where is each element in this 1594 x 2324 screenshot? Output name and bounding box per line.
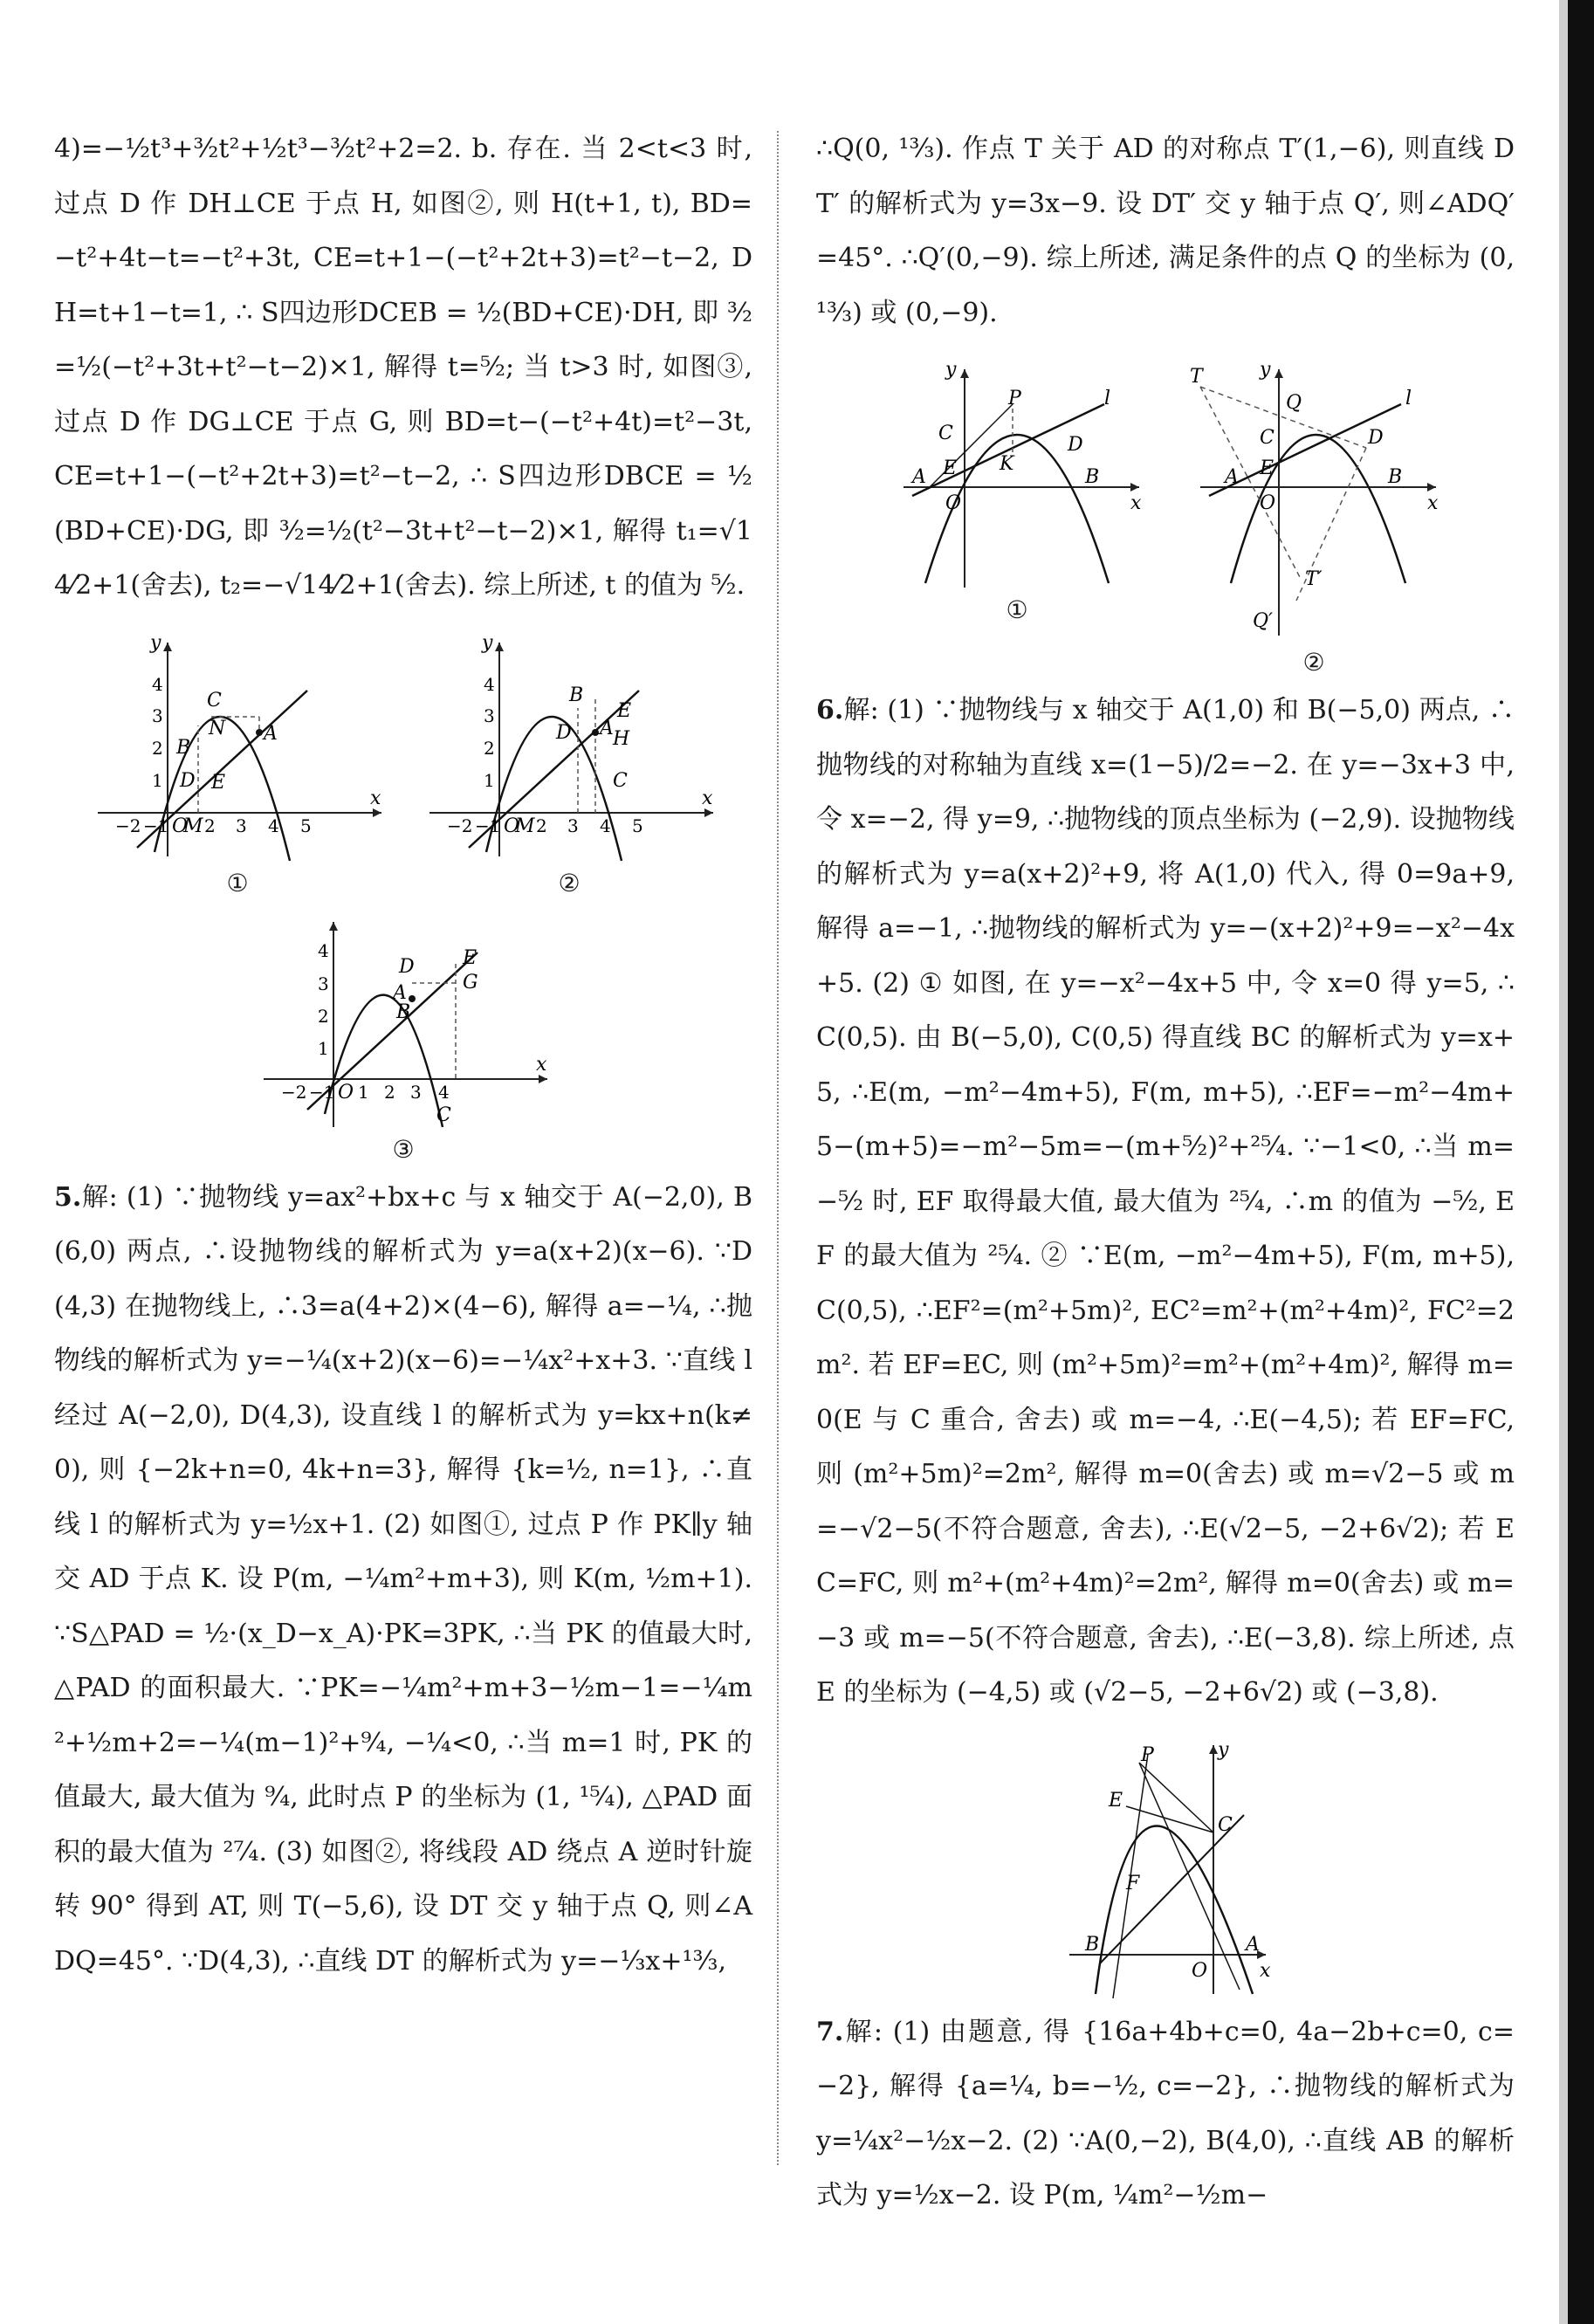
svg-text:A: A [912, 466, 926, 488]
q6-figure-row [816, 1736, 1515, 1998]
svg-text:x: x [536, 1053, 547, 1076]
question-5-number: 5. [54, 1181, 82, 1213]
svg-text:−2: −2 [281, 1081, 307, 1103]
svg-text:B: B [1085, 1933, 1100, 1956]
svg-text:O: O [945, 492, 962, 514]
svg-text:E: E [943, 457, 958, 479]
pt-N: N [209, 717, 226, 739]
svg-text:x: x [1260, 1959, 1270, 1982]
pt-E: E [211, 771, 226, 794]
figure-1-label: ① [226, 868, 249, 897]
svg-text:−1: −1 [143, 815, 169, 836]
svg-text:2: 2 [152, 737, 163, 759]
svg-text:E: E [1109, 1789, 1123, 1812]
svg-text:B: B [569, 684, 584, 706]
svg-text:1: 1 [484, 769, 495, 791]
svg-text:B: B [1388, 466, 1403, 488]
svg-text:3: 3 [484, 705, 495, 726]
right-column [816, 122, 1515, 2224]
q6-figure [1061, 1736, 1270, 1998]
svg-text:C: C [613, 769, 628, 792]
figure-3 [255, 913, 552, 1164]
figure-1 [89, 629, 386, 897]
svg-text:2: 2 [484, 737, 495, 759]
svg-text:T′: T′ [1305, 568, 1323, 590]
svg-text:x: x [370, 787, 381, 809]
svg-text:y: y [1218, 1738, 1229, 1761]
svg-text:3: 3 [410, 1081, 422, 1103]
svg-text:4: 4 [600, 815, 611, 836]
svg-text:D: D [1368, 427, 1384, 449]
svg-text:E: E [617, 699, 632, 722]
svg-text:l: l [1104, 388, 1111, 409]
q5-graph-1 [886, 356, 1148, 592]
svg-text:x: x [702, 787, 713, 809]
svg-text:5: 5 [632, 815, 643, 836]
q5-figure-2: T Q C E A D B l T′ Q′ O x y ② [1183, 356, 1445, 677]
graph-2 [421, 629, 718, 865]
svg-text:3: 3 [318, 973, 329, 994]
svg-text:P: P [1141, 1743, 1154, 1766]
left-column [54, 122, 752, 1989]
svg-text:2: 2 [384, 1081, 395, 1103]
question-6-text: 解: (1) ∵抛物线与 x 轴交于 A(1,0) 和 B(−5,0) 两点, ∴抛物线的对称轴为直线 x=(1−5)/2=−2. 在 y=−3x+3 中, 令 x=−2, 得 y=9, ∴抛物线的顶点坐标为 (−2,9). 设抛物线的解析式为 y=a(x+2)²+9, 将 A(1,0) 代入, 得 0=9a+9, 解得 a=−1, ∴抛物线的解析式为 y=−(x+2)²+9=−x²−4x+5. (2) ① 如图, 在 y=−x²−4x+5 中, 令 x=0 得 y=5, ∴C(0,5). 由 B(−5,0), C(0,5) 得直线 BC 的解析式为 y=x+5, ∴E(m, −m²−4m+5), F(m, m+5), ∴EF=−m²−4m+5−(m+5)=−m²−5m=−(m+⁵⁄₂)²+²⁵⁄₄. ∵−1<0, ∴当 m=−⁵⁄₂ 时, EF 取得最大值, 最大值为 ²⁵⁄₄, ∴m 的值为 −⁵⁄₂, EF 的最大值为 ²⁵⁄₄. ② ∵E(m, −m²−4m+5), F(m, m+5), C(0,5), ∴EF²=(m²+5m)², EC²=m²+(m²+4m)², FC²=2m². 若 EF=EC, 则 (m²+5m)²=m²+(m²+4m)², 解得 m=0(E 与 C 重合, 舍去) 或 m=−4, ∴E(−4,5); 若 EF=FC, 则 (m²+5m)²=2m², 解得 m=0(舍去) 或 m=√2−5 或 m=−√2−5(不符合题意, 舍去), ∴E(√2−5, −2+6√2); 若 EC=FC, 则 m²+(m²+4m)²=2m², 解得 m=0(舍去) 或 m=−3 或 m=−5(不符合题意, 舍去), ∴E(−3,8). 综上所述, 点 E 的坐标为 (−4,5) 或 (√2−5, −2+6√2) 或 (−3,8). [816, 695, 1515, 1708]
svg-text:D: D [556, 721, 572, 744]
svg-text:F: F [1126, 1872, 1140, 1894]
svg-text:M: M [515, 815, 535, 837]
pt-M: M [183, 815, 203, 837]
solution-continuation: 4)=−½t³+³⁄₂t²+½t³−³⁄₂t²+2=2. b. 存在. 当 2<t<3 时, 过点 D 作 DH⊥CE 于点 H, 如图②, 则 H(t+1, t), BD=−t²+4t−t=−t²+3t, CE=t+1−(−t²+2t+3)=t²−t−2, DH=t+1−t=1, ∴ S四边形DCEB = ½(BD+CE)·DH, 即 ³⁄₂=½(−t²+3t+t²−t−2)×1, 解得 t=⁵⁄₂; 当 t>3 时, 如图③, 过点 D 作 DG⊥CE 于点 G, 则 BD=t−(−t²+4t)=t²−3t, CE=t+1−(−t²+2t+3)=t²−t−2, ∴ S四边形DBCE = ½(BD+CE)·DG, 即 ³⁄₂=½(t²−3t+t²−t−2)×1, 解得 t₁=√14⁄2+1(舍去), t₂=−√14⁄2+1(舍去). 综上所述, t 的值为 ⁵⁄₂. [54, 134, 752, 601]
svg-text:A: A [600, 717, 614, 739]
svg-text:−1: −1 [309, 1081, 335, 1103]
svg-text:K: K [1000, 453, 1014, 475]
svg-text:y: y [1260, 359, 1271, 381]
question-6-number: 6. [816, 695, 844, 725]
pt-D: D [180, 769, 196, 792]
svg-text:3: 3 [567, 815, 579, 836]
svg-text:x: x [1130, 492, 1142, 514]
page-edge-gutter [1559, 0, 1568, 2324]
graph-3 [255, 913, 552, 1131]
graph-1 [89, 629, 386, 865]
q5-figure-row [816, 356, 1515, 677]
pt-B: B [176, 736, 191, 759]
svg-text:H: H [613, 727, 630, 750]
svg-text:−2: −2 [115, 815, 141, 836]
svg-text:P: P [1008, 388, 1021, 409]
svg-text:l: l [1405, 388, 1412, 409]
svg-text:5: 5 [300, 815, 312, 836]
svg-text:y: y [150, 631, 161, 654]
question-7 [816, 2005, 1515, 2224]
figure-2-label: ② [558, 868, 581, 897]
svg-text:4: 4 [268, 815, 279, 836]
q6-graph [1061, 1736, 1270, 1998]
svg-text:G: G [463, 971, 478, 994]
svg-text:B: B [1085, 466, 1100, 488]
svg-text:y: y [945, 359, 957, 381]
svg-text:T: T [1190, 366, 1203, 388]
svg-text:4: 4 [438, 1081, 450, 1103]
pt-C: C [207, 689, 222, 712]
column-divider [777, 131, 779, 2165]
svg-text:1: 1 [358, 1081, 369, 1103]
figure-row-3 [54, 913, 752, 1164]
svg-text:2: 2 [204, 815, 216, 836]
svg-text:C: C [436, 1104, 451, 1126]
svg-text:−1: −1 [475, 815, 501, 836]
svg-text:O: O [1192, 1959, 1208, 1982]
svg-text:y: y [482, 631, 493, 654]
svg-text:−2: −2 [447, 815, 473, 836]
figure-2 [421, 629, 718, 897]
svg-text:B: B [396, 1000, 411, 1023]
svg-text:C: C [938, 423, 953, 444]
svg-text:A: A [393, 981, 407, 1004]
svg-text:D: D [399, 955, 415, 978]
svg-text:A: A [1246, 1933, 1260, 1956]
svg-text:D: D [1068, 434, 1083, 456]
svg-text:4: 4 [152, 673, 163, 695]
question-5-text: 解: (1) ∵抛物线 y=ax²+bx+c 与 x 轴交于 A(−2,0), B(6,0) 两点, ∴设抛物线的解析式为 y=a(x+2)(x−6). ∵D(4,3) 在抛物线上, ∴3=a(4+2)×(4−6), 解得 a=−¼, ∴抛物线的解析式为 y=−¼(x+2)(x−6)=−¼x²+x+3. ∵直线 l 经过 A(−2,0), D(4,3), 设直线 l 的解析式为 y=kx+n(k≠0), 则 {−2k+n=0, 4k+n=3}, 解得 {k=½, n=1}, ∴直线 l 的解析式为 y=½x+1. (2) 如图①, 过点 P 作 PK∥y 轴交 AD 于点 K. 设 P(m, −¼m²+m+3), 则 K(m, ½m+1). ∵S△PAD = ½·(x_D−x_A)·PK=3PK, ∴当 PK 的值最大时, △PAD 的面积最大. ∵PK=−¼m²+m+3−½m−1=−¼m²+½m+2=−¼(m−1)²+⁹⁄₄, −¼<0, ∴当 m=1 时, PK 的值最大, 最大值为 ⁹⁄₄, 此时点 P 的坐标为 (1, ¹⁵⁄₄), △PAD 面积的最大值为 ²⁷⁄₄. (3) 如图②, 将线段 AD 绕点 A 逆时针旋转 90° 得到 AT, 则 T(−5,6), 设 DT 交 y 轴于点 Q, 则∠ADQ=45°. ∵D(4,3), ∴直线 DT 的解析式为 y=−⅓x+¹³⁄₃, [54, 1181, 752, 1977]
question-7-number: 7. [816, 2016, 844, 2047]
svg-text:2: 2 [318, 1005, 329, 1027]
svg-text:E: E [463, 946, 478, 969]
svg-text:C: C [1218, 1813, 1233, 1836]
svg-text:4: 4 [318, 939, 329, 961]
figure-row-t-cases [54, 629, 752, 897]
svg-text:E: E [1260, 457, 1275, 479]
question-5 [54, 1171, 752, 1990]
svg-text:O: O [504, 815, 520, 837]
q5-graph-2 [1183, 356, 1445, 644]
svg-text:2: 2 [536, 815, 547, 836]
svg-text:3: 3 [152, 705, 163, 726]
q5-figure-1: P C E A K D B l O x y ① [886, 356, 1148, 677]
svg-text:x: x [1427, 492, 1439, 514]
svg-text:O: O [338, 1081, 354, 1104]
svg-text:1: 1 [152, 769, 163, 791]
q5-continuation: ∴Q(0, ¹³⁄₃). 作点 T 关于 AD 的对称点 T′(1,−6), 则直线 DT′ 的解析式为 y=3x−9. 设 DT′ 交 y 轴于点 Q′, 则∠ADQ′=45°. ∴Q′(0,−9). 综上所述, 满足条件的点 Q 的坐标为 (0, ¹³⁄₃) 或 (0,−9). [816, 134, 1515, 328]
question-6 [816, 684, 1515, 1721]
svg-text:1: 1 [318, 1037, 329, 1059]
page-edge-shadow [1568, 0, 1594, 2324]
svg-text:A: A [1225, 466, 1239, 488]
svg-text:Q: Q [1286, 392, 1302, 414]
svg-text:O: O [1260, 492, 1276, 514]
origin: O [172, 815, 189, 837]
svg-text:4: 4 [484, 673, 495, 695]
svg-text:C: C [1260, 427, 1275, 449]
svg-text:3: 3 [236, 815, 247, 836]
question-7-text: 解: (1) 由题意, 得 {16a+4b+c=0, 4a−2b+c=0, c=−2}, 解得 {a=¼, b=−½, c=−2}, ∴抛物线的解析式为 y=¼x²−½x−2. (2) ∵A(0,−2), B(4,0), ∴直线 AB 的解析式为 y=½x−2. 设 P(m, ¼m²−½m− [816, 2016, 1515, 2211]
figure-3-label: ③ [392, 1134, 415, 1164]
pt-A: A [264, 722, 278, 745]
svg-text:Q′: Q′ [1253, 610, 1274, 632]
